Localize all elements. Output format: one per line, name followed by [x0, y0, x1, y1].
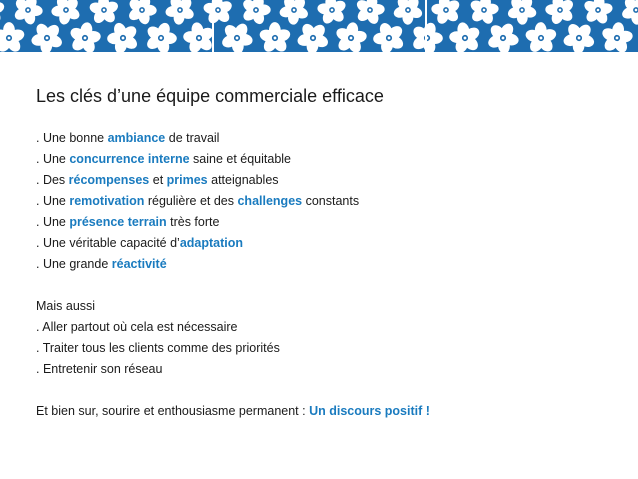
slide-body: [36, 128, 430, 422]
text-segment: . Des: [36, 173, 69, 187]
text-segment: de travail: [165, 131, 220, 145]
text-line: [36, 149, 430, 170]
highlighted-text: Un discours positif !: [309, 404, 430, 418]
also-list: [36, 296, 430, 380]
text-segment: . Aller partout où cela est nécessaire: [36, 320, 238, 334]
text-segment: et: [149, 173, 167, 187]
highlighted-text: réactivité: [111, 257, 167, 271]
text-segment: très forte: [166, 215, 220, 229]
conclusion-line: [36, 401, 430, 422]
text-segment: Mais aussi: [36, 299, 96, 313]
slide-title: Les clés d’une équipe commerciale efficace: [36, 86, 384, 106]
text-line: [36, 338, 430, 359]
text-segment: constants: [302, 194, 360, 208]
highlighted-text: adaptation: [179, 236, 244, 250]
text-line: [36, 191, 430, 212]
highlighted-text: présence terrain: [69, 215, 167, 229]
text-line: [36, 212, 430, 233]
text-line: [36, 359, 430, 380]
text-segment: . Une: [36, 194, 70, 208]
text-segment: . Une véritable capacité d’: [36, 236, 180, 250]
text-segment: . Une bonne: [36, 131, 108, 145]
text-segment: . Traiter tous les clients comme des priorités: [36, 341, 280, 355]
highlighted-text: récompenses: [68, 173, 150, 187]
highlighted-text: primes: [166, 173, 208, 187]
highlighted-text: remotivation: [69, 194, 145, 208]
highlighted-text: concurrence interne: [69, 152, 190, 166]
text-line: [36, 128, 430, 149]
highlighted-text: ambiance: [107, 131, 166, 145]
text-line: [36, 254, 430, 275]
text-segment: . Entretenir son réseau: [36, 362, 163, 376]
text-segment: . Une: [36, 152, 70, 166]
text-line: [36, 296, 430, 317]
hibiscus-flower-icon: [0, 0, 638, 52]
text-line: [36, 401, 430, 422]
text-line: [36, 233, 430, 254]
text-segment: Et bien sur, sourire et enthousiasme permanent :: [36, 404, 310, 418]
text-line: [36, 170, 430, 191]
text-segment: régulière et des: [144, 194, 238, 208]
highlighted-text: challenges: [237, 194, 303, 208]
text-segment: . Une: [36, 215, 70, 229]
text-segment: . Une grande: [36, 257, 112, 271]
text-segment: saine et équitable: [189, 152, 292, 166]
text-segment: atteignables: [207, 173, 279, 187]
text-line: [36, 317, 430, 338]
floral-banner: [0, 0, 638, 52]
key-points-list: [36, 128, 430, 275]
